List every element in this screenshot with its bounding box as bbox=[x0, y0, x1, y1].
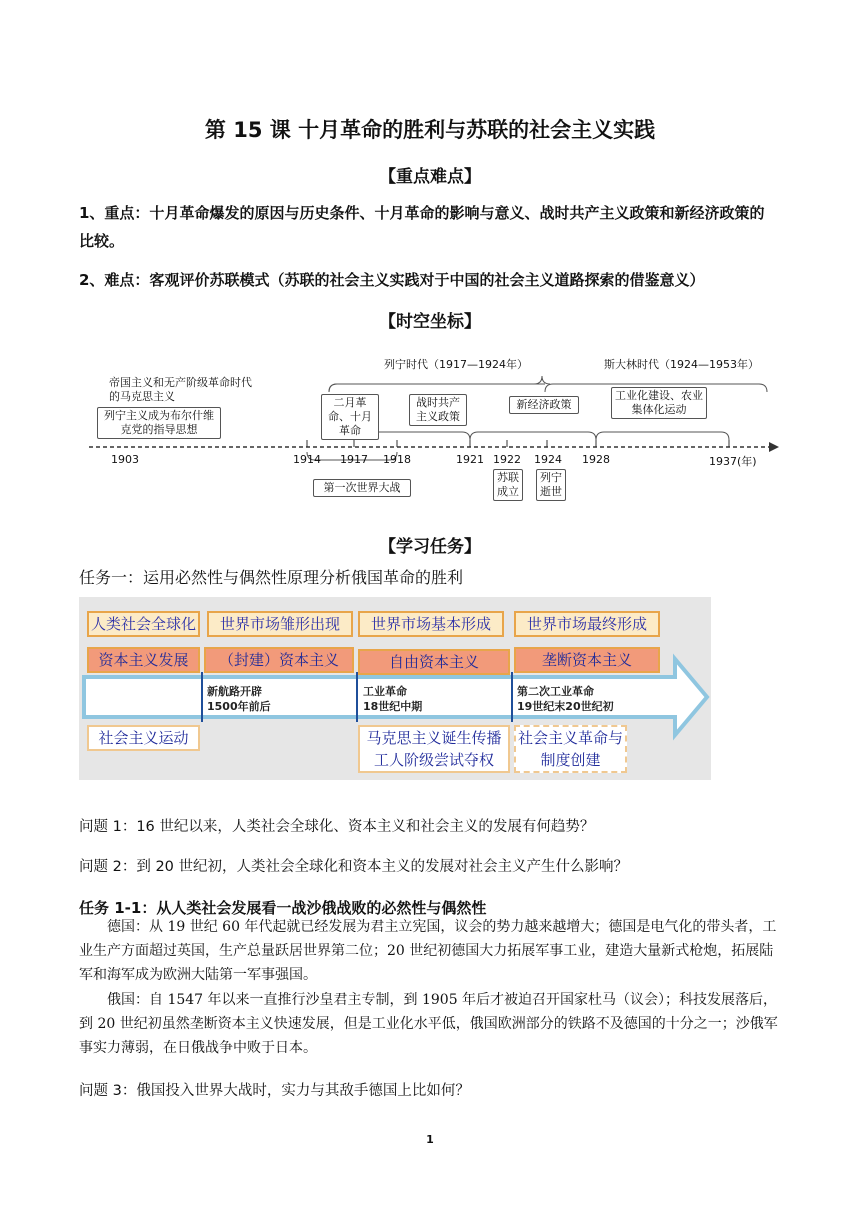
row4-socialist-revolution: 社会主义革命与制度创建 bbox=[514, 725, 627, 773]
row2-free-capitalism: 自由资本主义 bbox=[358, 649, 510, 675]
year-1924: 1924 bbox=[534, 453, 562, 466]
year-1914: 1914 bbox=[293, 453, 321, 466]
year-1937: 1937(年) bbox=[709, 455, 757, 468]
industrialization-box: 工业化建设、农业集体化运动 bbox=[611, 387, 707, 419]
russia-paragraph: 俄国：自 1547 年以来一直推行沙皇君主专制，到 1905 年后才被迫召开国家杜马（议会）；科技发展落后，到 20 世纪初虽然垄断资本主义快速发展，但是工业化水平低，俄国欧洲部分的铁路不及德国的十分之一；沙俄军事实力薄弱，在日俄战争中败于日本。 bbox=[79, 992, 778, 1056]
row1-globalization: 人类社会全球化 bbox=[87, 611, 200, 637]
event-industrial-revolution bbox=[363, 684, 503, 714]
development-diagram bbox=[79, 597, 711, 780]
germany-paragraph: 德国：从 19 世纪 60 年代起就已经发展为君主立宪国，议会的势力越来越增大；德国是电气化的带头者，工业生产方面超过英国，生产总量跃居世界第二位；20 世纪初德国大力拓展军事工业，建造大量新式枪炮，拓展陆军和海军成为欧洲大陆第一军事强国。 bbox=[79, 919, 777, 983]
event-industrial-revolution-time: 18世纪中期 bbox=[363, 700, 423, 713]
row1-market-final: 世界市场最终形成 bbox=[514, 611, 660, 637]
key-point-2: 2、难点：客观评价苏联模式（苏联的社会主义实践对于中国的社会主义道路探索的借鉴意义） bbox=[79, 271, 705, 289]
ww1-box: 第一次世界大战 bbox=[313, 479, 411, 497]
page-title: 第 15 课 十月革命的胜利与苏联的社会主义实践 bbox=[204, 118, 656, 142]
lenin-death-box: 列宁逝世 bbox=[536, 469, 566, 501]
year-1917: 1917 bbox=[340, 453, 368, 466]
stalin-era-label: 斯大林时代（1924—1953年） bbox=[604, 358, 759, 371]
year-1918: 1918 bbox=[383, 453, 411, 466]
revolutions-box: 二月革命、十月革命 bbox=[321, 394, 379, 440]
nep-box: 新经济政策 bbox=[509, 396, 579, 414]
section-key-points: 【重点难点】 bbox=[379, 167, 481, 187]
row4-marxism: 马克思主义诞生传播工人阶级尝试夺权 bbox=[358, 725, 510, 773]
year-1928: 1928 bbox=[582, 453, 610, 466]
event-industrial-revolution-name: 工业革命 bbox=[363, 685, 407, 698]
task1-heading: 任务一：运用必然性与偶然性原理分析俄国革命的胜利 bbox=[79, 568, 464, 587]
section-tasks: 【学习任务】 bbox=[379, 537, 481, 557]
ussr-box: 苏联成立 bbox=[493, 469, 523, 501]
event-second-ir-time: 19世纪末20世纪初 bbox=[517, 700, 614, 713]
event-new-routes-time: 1500年前后 bbox=[207, 700, 271, 713]
question-2: 问题 2：到 20 世纪初，人类社会全球化和资本主义的发展对社会主义产生什么影响？ bbox=[79, 859, 629, 875]
row1-market-embryo: 世界市场雏形出现 bbox=[207, 611, 353, 637]
timeline-figure bbox=[79, 352, 782, 512]
question-3: 问题 3：俄国投入世界大战时，实力与其敌手德国上比如何？ bbox=[79, 1083, 470, 1099]
war-communism-box: 战时共产主义政策 bbox=[409, 394, 467, 426]
year-1922: 1922 bbox=[493, 453, 521, 466]
row1-market-basic: 世界市场基本形成 bbox=[358, 611, 504, 637]
row4-socialist-movement: 社会主义运动 bbox=[87, 725, 200, 751]
year-1903: 1903 bbox=[111, 453, 139, 466]
event-new-routes-name: 新航路开辟 bbox=[207, 685, 262, 698]
year-1921: 1921 bbox=[456, 453, 484, 466]
row2-monopoly-capitalism: 垄断资本主义 bbox=[514, 647, 660, 673]
key-point-1: 1、重点：十月革命爆发的原因与历史条件、十月革命的影响与意义、战时共产主义政策和新经济政策的比较。 bbox=[79, 204, 765, 250]
lenin-era-label: 列宁时代（1917—1924年） bbox=[384, 358, 528, 371]
row2-feudal-capitalism: （封建）资本主义 bbox=[204, 647, 354, 673]
leninism-box: 列宁主义成为布尔什维克党的指导思想 bbox=[97, 407, 221, 439]
page-number: 1 bbox=[426, 1133, 434, 1146]
row2-capitalism: 资本主义发展 bbox=[87, 647, 200, 673]
imperialism-label: 帝国主义和无产阶级革命时代的马克思主义 bbox=[109, 376, 252, 403]
event-new-routes bbox=[207, 684, 347, 714]
section-timeline: 【时空坐标】 bbox=[379, 312, 481, 332]
event-second-ir-name: 第二次工业革命 bbox=[517, 685, 594, 698]
question-1: 问题 1：16 世纪以来，人类社会全球化、资本主义和社会主义的发展有何趋势？ bbox=[79, 819, 595, 835]
event-second-industrial-revolution bbox=[517, 684, 667, 714]
task1-1-heading: 任务 1-1：从人类社会发展看一战沙俄战败的必然性与偶然性 bbox=[79, 899, 487, 917]
